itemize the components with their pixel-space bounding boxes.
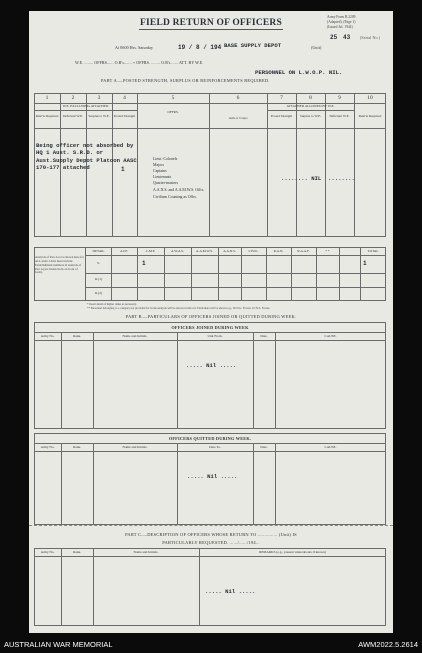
hdr-att-reints: Rein'ts Required bbox=[358, 114, 382, 118]
col-number: 5 bbox=[171, 95, 175, 101]
quitted-col: Rank. bbox=[72, 445, 81, 449]
analysis-col: A.W.A.S. bbox=[170, 249, 185, 253]
quitted-divider bbox=[275, 443, 276, 525]
quitted-col: Date To. bbox=[209, 445, 221, 449]
joined-divider bbox=[177, 332, 178, 429]
rank-label: Lieut.-Colonels bbox=[153, 157, 178, 161]
analysis-col: A.I.F. bbox=[120, 249, 128, 253]
rank-label: Quarter-masters bbox=[153, 181, 178, 186]
analysis-col: R.A.A.F. bbox=[297, 249, 310, 253]
joined-divider bbox=[93, 332, 94, 429]
analysis-divider bbox=[339, 247, 340, 301]
joined-col: Name and Initials. bbox=[122, 334, 148, 338]
quitted-col: Name and Initials. bbox=[122, 445, 148, 449]
col-number: 7 bbox=[280, 95, 283, 101]
analysis-col: * * bbox=[325, 249, 330, 253]
hdr-offrs: OFFRS. bbox=[167, 110, 179, 114]
part-a-title: PART A.—POSTED STRENGTH, SURPLUS OR REINFORCEMENTS REQUIRED. bbox=[101, 78, 270, 83]
quitted-rule bbox=[34, 443, 386, 444]
return-date: 19 / 8 / 194 bbox=[178, 44, 222, 51]
analysis-col: A.A.M.W.S. bbox=[196, 249, 213, 253]
analysis-rule bbox=[85, 255, 386, 256]
part-c-subtitle: PARTICULARLY REQUESTED. ....../....../194... bbox=[162, 540, 260, 545]
quitted-rule bbox=[34, 451, 386, 452]
at-line-label: At 0600 Hrs. Saturday bbox=[115, 45, 154, 50]
analysis-col: TOTAL bbox=[367, 249, 379, 253]
col-number: 10 bbox=[367, 95, 373, 101]
col-number: 4 bbox=[123, 95, 126, 101]
form-title: FIELD RETURN OF OFFICERS bbox=[140, 18, 282, 28]
part-c-col: Name and Initials. bbox=[133, 550, 159, 554]
caption-left: AUSTRALIAN WAR MEMORIAL bbox=[4, 640, 113, 649]
att-rule bbox=[267, 110, 354, 111]
analysis-divider bbox=[218, 247, 219, 301]
analysis-divider bbox=[137, 247, 138, 301]
part-c-nil: ..... Nil ..... bbox=[205, 588, 256, 595]
analysis-row: S. bbox=[97, 261, 100, 265]
hdr-arm-corps: Arm or Corps bbox=[228, 116, 248, 120]
part-c-col: Army No. bbox=[40, 550, 55, 554]
part-c-table bbox=[34, 548, 386, 626]
hdr-surplus: Surplus to W.E. bbox=[88, 114, 110, 118]
part-c-divider bbox=[199, 548, 200, 626]
col-number: 6 bbox=[236, 95, 240, 101]
analysis-col: A.A.N.S. bbox=[223, 249, 236, 253]
analysis-divider bbox=[316, 247, 317, 301]
part-c-title: PART C.—DESCRIPTION OF OFFICERS WHOSE RETURN TO ............... (Unit) IS bbox=[125, 532, 297, 537]
form-number-line: (Issued Jul. 1944) bbox=[327, 24, 353, 29]
typed-note: Being officer not absorbed by HQ 1 Aust. S.R.D. or Aust.Supply Depot Platoon AASC 170-177 attached bbox=[36, 142, 137, 172]
form-number bbox=[327, 15, 387, 30]
unit-label: (Unit) bbox=[311, 45, 322, 50]
joined-nil: ..... Nil ..... bbox=[186, 362, 237, 369]
hdr-att-posted: Posted Strength bbox=[270, 114, 293, 118]
rank-label: A.A.N.S. and A.A.M.W.S. Offrs. bbox=[153, 188, 205, 193]
hdr-posted-strength: Posted Strength bbox=[113, 114, 136, 118]
joined-rule bbox=[34, 340, 386, 341]
hdr-deficient: Deficient W.E. bbox=[62, 114, 84, 118]
unit-name: BASE SUPPLY DEPOT bbox=[224, 42, 282, 49]
col-number: 3 bbox=[97, 95, 101, 101]
form-number-line: Army Form B.2209 bbox=[327, 15, 356, 19]
col-number: 1 bbox=[45, 95, 49, 101]
joined-col: Army No. bbox=[40, 334, 55, 338]
analysis-divider bbox=[241, 247, 242, 301]
form-number-line: (Adapted). (Page 1) bbox=[327, 19, 356, 24]
perforation bbox=[29, 525, 393, 526]
quitted-col: CAUSE. bbox=[324, 445, 337, 449]
caption-right: AWM2022.5.2614 bbox=[358, 640, 418, 649]
we-excluding-header: W.E. EXCLUDING ATTACHED bbox=[62, 104, 109, 108]
ranks-list bbox=[153, 156, 209, 200]
hdr-reints-required: Rein'ts Required bbox=[35, 114, 59, 118]
rank-label: Lieutenants bbox=[153, 175, 172, 180]
col-divider bbox=[209, 93, 210, 237]
quitted-divider bbox=[93, 443, 94, 525]
quitted-title: OFFICERS QUITTED DURING WEEK. bbox=[168, 436, 252, 441]
quitted-divider bbox=[61, 443, 62, 525]
analysis-col: R.A.N. bbox=[273, 249, 284, 253]
posted-strength-value: 1 bbox=[121, 166, 125, 173]
part-b-title: PART B.—PARTICULARS OF OFFICERS JOINED OR QUITTED DURING WEEK. bbox=[125, 314, 297, 319]
analysis-footnotes bbox=[87, 303, 387, 311]
detail-label: DETAIL bbox=[92, 249, 105, 253]
rank-label: Civilians Counting as Offrs. bbox=[153, 194, 197, 199]
caption-bar bbox=[0, 636, 422, 653]
analysis-rule bbox=[85, 273, 386, 274]
analysis-divider bbox=[111, 247, 112, 301]
serial-label: (Serial No.) bbox=[360, 35, 381, 40]
joined-col: Rank. bbox=[72, 334, 81, 338]
joined-divider bbox=[275, 332, 276, 429]
serial-day: 25 bbox=[330, 34, 338, 41]
col-number: 9 bbox=[338, 95, 341, 101]
personnel-lwop: PERSONNEL ON L.W.O.P. NIL. bbox=[255, 69, 343, 76]
joined-title: OFFICERS JOINED DURING WEEK bbox=[171, 325, 249, 330]
part-c-col: Rank. bbox=[72, 550, 81, 554]
footnote: * Insert detail of higher ranks as necessary. bbox=[87, 302, 137, 306]
serial-num: 43 bbox=[343, 34, 351, 41]
aif-value: 1 bbox=[142, 260, 146, 267]
analysis-row: R.(2) bbox=[94, 291, 103, 295]
joined-col: CAUSE. bbox=[324, 334, 337, 338]
joined-divider bbox=[61, 332, 62, 429]
part-c-col: REMARKS (e.g., present whereabouts if known) bbox=[259, 550, 326, 554]
quitted-col: Date. bbox=[260, 445, 268, 449]
quitted-nil: ..... Nil ..... bbox=[187, 473, 238, 480]
joined-col: Date. bbox=[260, 334, 268, 338]
rank-label: Majors bbox=[153, 163, 165, 168]
analysis-rule bbox=[85, 287, 386, 288]
analysis-col: CIVIL. bbox=[248, 249, 259, 253]
part-c-divider bbox=[93, 548, 94, 626]
attached-dots: ........ bbox=[328, 175, 355, 182]
analysis-divider bbox=[164, 247, 165, 301]
title-underline bbox=[139, 29, 283, 30]
attached-nil: ........ NIL bbox=[281, 175, 322, 182]
we-line: W.E. ........ OFFRS...... O.R's....... + OFFRS. ........ O.R's....... ATT. BY W.E. bbox=[75, 61, 204, 65]
analysis-row: R.(1) bbox=[94, 277, 103, 281]
part-c-rule bbox=[34, 556, 386, 557]
joined-rule bbox=[34, 332, 386, 333]
hdr-att-surplus: Surplus to W.E. bbox=[299, 114, 322, 118]
field-return-form bbox=[29, 11, 393, 633]
joined-divider bbox=[253, 332, 254, 429]
analysis-divider bbox=[266, 247, 267, 301]
rank-label: Captains bbox=[153, 169, 167, 174]
analysis-col: C.M.F. bbox=[145, 249, 156, 253]
joined-col: Unit From. bbox=[207, 334, 223, 338]
col-number: 2 bbox=[71, 95, 75, 101]
total-value: 1 bbox=[363, 260, 367, 267]
quitted-divider bbox=[253, 443, 254, 525]
analysis-divider bbox=[191, 247, 192, 301]
analysis-divider bbox=[360, 247, 361, 301]
quitted-col: Army No. bbox=[40, 445, 55, 449]
col-number: 8 bbox=[309, 95, 312, 101]
quitted-divider bbox=[177, 443, 178, 525]
analysis-note: Analysis of Part A to be shown here for ALL units. Units must include Establishment numbers in analysis of Part A (see instructions on front of form). bbox=[35, 255, 84, 275]
attached-allowed-header: ATTACHED ALLOWED BY W.E. bbox=[286, 104, 335, 108]
footnote: ** Personnel belonging to a category not provided for in the analysis will be shown in this col. Particulars will be shown e.g., 30 N.G. Forces; 10 N.Z. Forces. bbox=[87, 305, 271, 310]
hdr-att-deficient: Deficient W.E. bbox=[329, 114, 350, 118]
analysis-divider bbox=[291, 247, 292, 301]
part-c-divider bbox=[61, 548, 62, 626]
